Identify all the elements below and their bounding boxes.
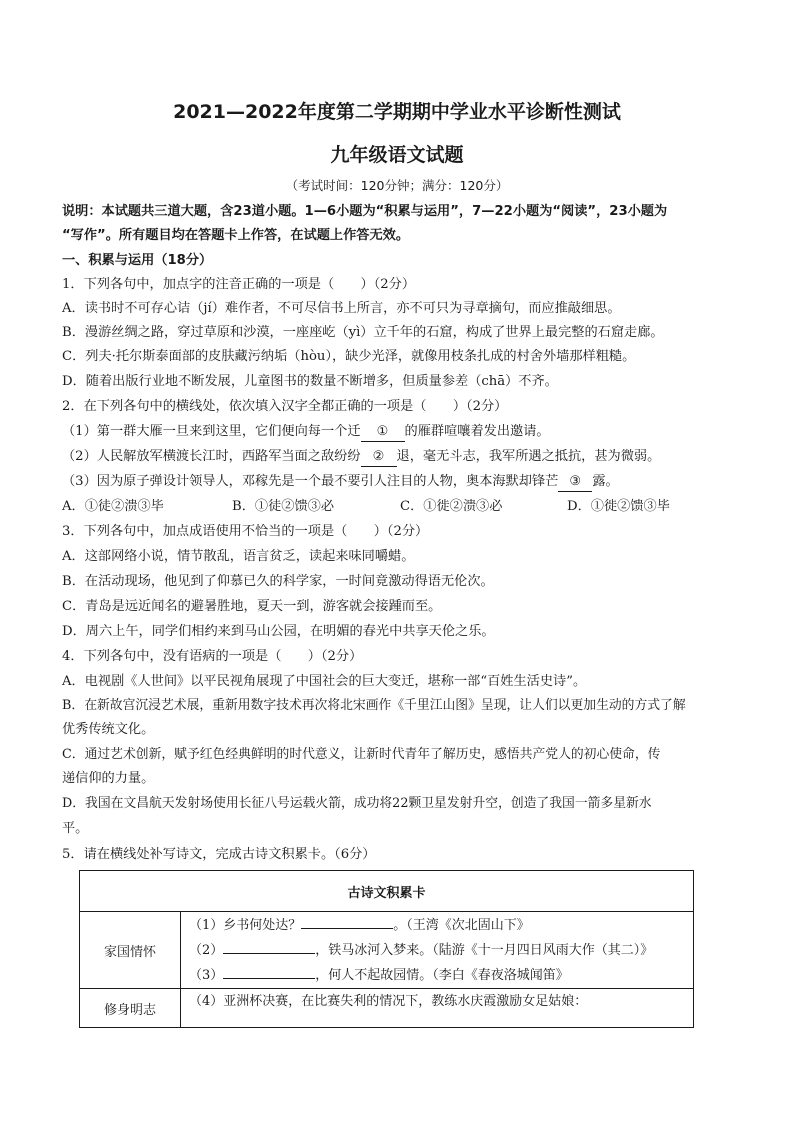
category-self-cultivation: 修身明志 <box>80 989 181 1028</box>
card-title: 古诗文积累卡 <box>80 871 694 912</box>
q4-option-b-line1: B．在新故宫沉浸艺术展，重新用数字技术再次将北宋画作《千里江山图》呈现，让人们以更加生动的方式了解 <box>62 698 686 713</box>
answer-blank-2[interactable] <box>223 941 315 954</box>
q4-stem: 4．下列各句中，没有语病的一项是（ ）（2分） <box>62 649 363 664</box>
card-line-3 <box>189 963 685 988</box>
q1-option-d: D．随着出版行业地不断发展，儿童图书的数量不断增多，但质量参差（chā）不齐。 <box>62 374 558 389</box>
line2-prefix: （2） <box>189 942 224 958</box>
patriotism-lines <box>181 912 694 989</box>
q3-option-d: D．周六上午，同学们相约来到马山公园，在明媚的春光中共享天伦之乐。 <box>62 624 495 639</box>
q4-option-d-line2: 平。 <box>62 821 89 836</box>
q2-option-d: D．①徙②馈③毕 <box>567 499 670 514</box>
q2-blank-1: ① <box>361 423 405 442</box>
q4-option-b-line2: 优秀传统文化。 <box>62 722 155 737</box>
exam-title: 2021—2022年度第二学期期中学业水平诊断性测试 <box>173 101 621 123</box>
exam-subtitle: 九年级语文试题 <box>330 144 464 166</box>
answer-blank-1[interactable] <box>301 916 393 929</box>
q3-option-a: A．这部网络小说，情节散乱，语言贫乏，读起来味同嚼蜡。 <box>62 549 415 564</box>
card-line-2 <box>189 938 685 963</box>
instructions-line-2: “写作”。所有题目均在答题卡上作答，在试题上作答无效。 <box>62 228 410 243</box>
q1-option-a: A．读书时不可存心诘（jí）难作者，不可尽信书上所言，亦不可只为寻章摘句，而应推敲细思。 <box>62 301 621 316</box>
q4-option-c-line2: 递信仰的力量。 <box>62 771 155 786</box>
line1-suffix: 。（王湾《次北固山下》 <box>393 917 530 933</box>
q2-option-b: B．①徒②馈③必 <box>232 499 335 514</box>
poetry-accumulation-card <box>79 870 694 1028</box>
q4-option-d-line1: D．我国在文昌航天发射场使用长征八号运载火箭，成功将22颗卫星发射升空，创造了我国一箭多星新水 <box>62 796 652 811</box>
q3-option-b: B．在活动现场，他见到了仰慕已久的科学家，一时间竟激动得语无伦次。 <box>62 574 494 589</box>
q2-s2-pre: （2）人民解放军横渡长江时，西路军当面之敌纷纷 <box>62 449 361 464</box>
line1-prefix: （1）乡书何处达？ <box>189 917 302 933</box>
q1-stem: 1．下列各句中，加点字的注音正确的一项是（ ）（2分） <box>62 277 416 292</box>
category-patriotism: 家国情怀 <box>80 912 181 989</box>
q3-option-c: C．青岛是远近闻名的避暑胜地，夏天一到，游客就会接踵而至。 <box>62 599 442 614</box>
q2-blank-3: ③ <box>558 473 592 492</box>
q2-sentence-3 <box>62 473 742 492</box>
q2-s1-pre: （1）第一群大雁一旦来到这里，它们便向每一个迁 <box>62 424 361 439</box>
line3-suffix: ，何人不起故园情。（李白《春夜洛城闻笛》 <box>315 967 569 983</box>
q4-option-c-line1: C．通过艺术创新，赋予红色经典鲜明的时代意义，让新时代青年了解历史，感悟共产党人的初心使命，传 <box>62 747 661 762</box>
q1-option-b: B．漫游丝绸之路，穿过草原和沙漠，一座座屹（yì）立千年的石窟，构成了世界上最完整的石窟走廊。 <box>62 325 664 340</box>
q4-option-a: A．电视剧《人世间》以平民视角展现了中国社会的巨大变迁，堪称一部“百姓生活史诗”。 <box>62 674 587 689</box>
card-line-4: （4）亚洲杯决赛，在比赛失利的情况下，教练水庆霞激励女足姑娘： <box>189 994 588 1009</box>
q2-s2-post: 退，毫无斗志，我军所遇之抵抗，甚为微弱。 <box>396 449 661 464</box>
q2-s3-pre: （3）因为原子弹设计领导人，邓稼先是一个最不要引人注目的人物，奥本海默却锋芒 <box>62 474 559 489</box>
answer-blank-3[interactable] <box>223 966 315 979</box>
q1-option-c: C．列夫·托尔斯泰面部的皮肤藏污纳垢（hòu），缺少光泽，就像用枝条扎成的村舍外墙那样粗糙。 <box>62 349 636 364</box>
self-cultivation-lines <box>181 989 694 1028</box>
q2-sentence-2 <box>62 448 742 467</box>
q2-blank-2: ② <box>361 448 397 467</box>
card-line-1 <box>189 913 685 938</box>
instructions-line-1: 说明：本试题共三道大题，含23道小题。1—6小题为“积累与运用”，7—22小题为“阅读”，23小题为 <box>62 204 668 219</box>
q2-s3-post: 露。 <box>592 474 619 489</box>
q5-stem: 5．请在横线处补写诗文，完成古诗文积累卡。（6分） <box>62 847 376 862</box>
exam-info: （考试时间：120分钟；满分：120分） <box>285 178 509 193</box>
line3-prefix: （3） <box>189 967 224 983</box>
q2-s1-post: 的雁群喧嚷着发出邀请。 <box>404 424 550 439</box>
line2-suffix: ，铁马冰河入梦来。（陆游《十一月四日风雨大作（其二）》 <box>315 942 654 958</box>
section-heading: 一、积累与运用（18分） <box>62 253 213 268</box>
q2-option-c: C．①徙②溃③必 <box>400 499 503 514</box>
q2-sentence-1 <box>62 423 742 442</box>
q3-stem: 3．下列各句中，加点成语使用不恰当的一项是（ ）（2分） <box>62 524 429 539</box>
q2-stem: 2．在下列各句中的横线处，依次填入汉字全都正确的一项是（ ）（2分） <box>62 399 508 414</box>
q2-option-a: A．①徒②溃③毕 <box>62 499 164 514</box>
